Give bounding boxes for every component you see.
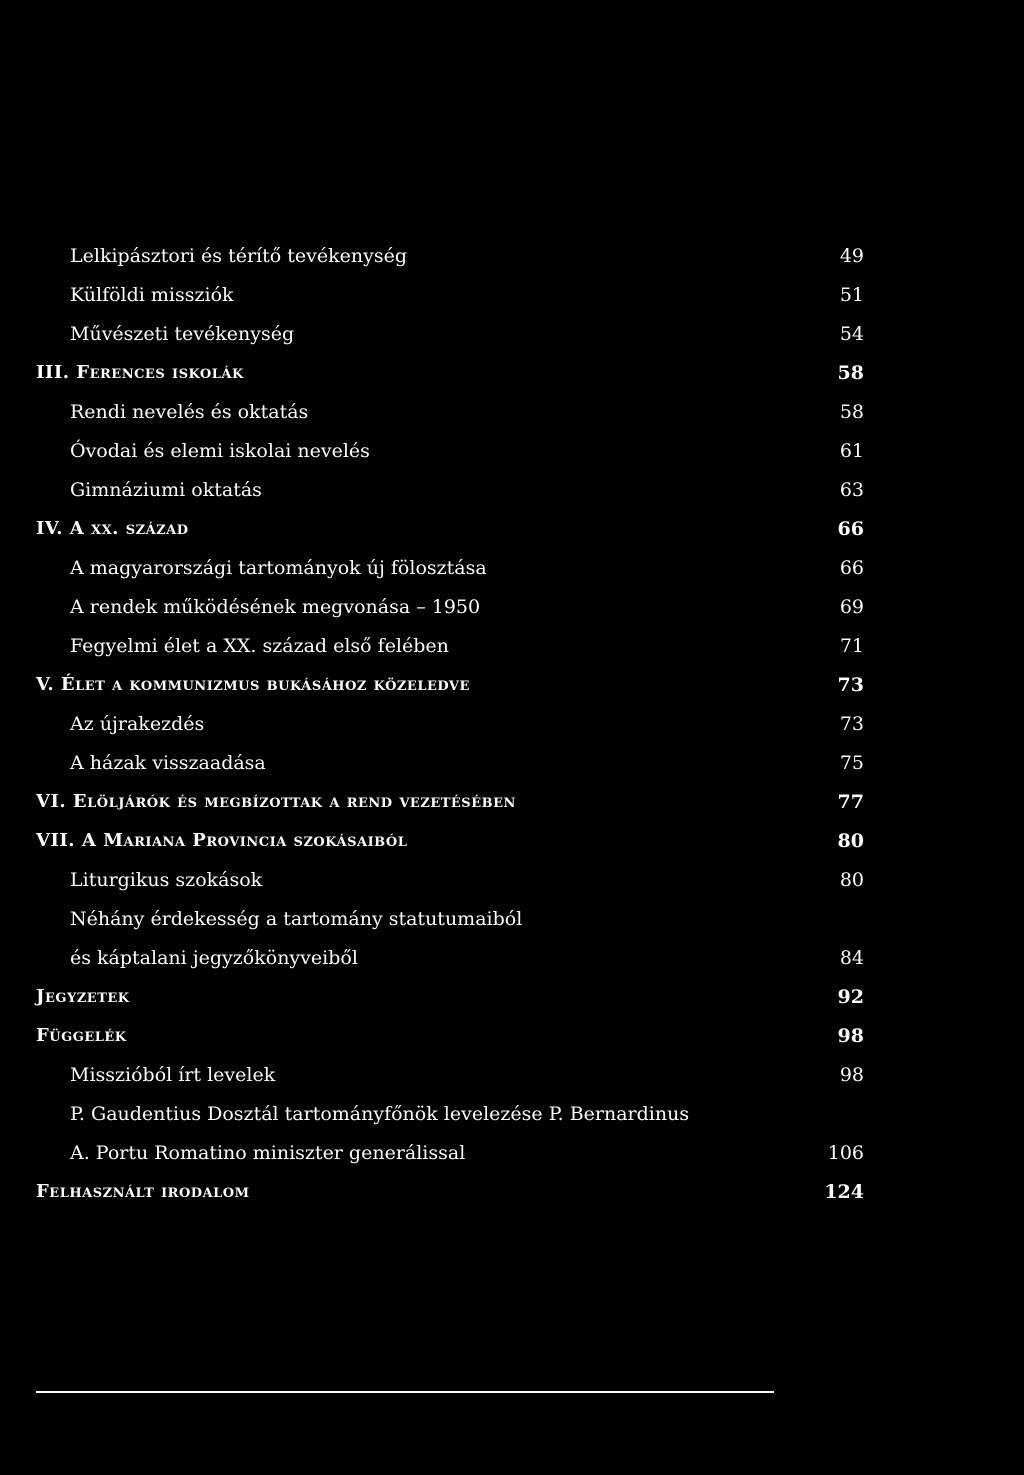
toc-entry bbox=[0, 1063, 1024, 1093]
toc-entry-page: 73 bbox=[839, 713, 864, 735]
toc-entry-page: 84 bbox=[839, 947, 864, 969]
toc-entry-title: Külföldi missziók bbox=[70, 284, 234, 306]
toc-entry-title: A házak visszaadása bbox=[70, 752, 266, 774]
toc-entry-title: Lelkipásztori és térítő tevékenység bbox=[70, 245, 407, 267]
toc-entry-title: Néhány érdekesség a tartomány statutumaiból bbox=[70, 908, 523, 930]
toc-entry bbox=[0, 634, 1024, 664]
toc-entry bbox=[0, 1102, 1024, 1132]
toc-entry-title: Az újrakezdés bbox=[70, 713, 205, 735]
toc-entry-title: A. Portu Romatino miniszter generálissal bbox=[70, 1142, 466, 1164]
toc-entry-title: Liturgikus szokások bbox=[70, 869, 263, 891]
toc-entry bbox=[0, 595, 1024, 625]
toc-entry-page: 69 bbox=[839, 596, 864, 618]
toc-chapter bbox=[0, 790, 1024, 820]
toc-chapter-page: 92 bbox=[837, 986, 864, 1008]
toc-chapter-page: 58 bbox=[837, 362, 864, 384]
toc-entry bbox=[0, 1141, 1024, 1171]
toc-entry-page: 49 bbox=[839, 245, 864, 267]
footer-rule bbox=[36, 1391, 774, 1393]
toc-chapter-page: 124 bbox=[824, 1181, 864, 1203]
toc-entry-page: 63 bbox=[839, 479, 864, 501]
toc-chapter-title: VI. Elöljárók és megbízottak a rend vezetésében bbox=[36, 791, 516, 812]
toc-entry-page: 54 bbox=[839, 323, 864, 345]
toc-entry-page: 61 bbox=[839, 440, 864, 462]
toc-chapter bbox=[0, 673, 1024, 703]
toc-chapter-page: 80 bbox=[837, 830, 864, 852]
toc-chapter bbox=[0, 1180, 1024, 1210]
toc-entry-page: 71 bbox=[839, 635, 864, 657]
toc-entry-page: 66 bbox=[839, 557, 864, 579]
toc-chapter-page: 73 bbox=[837, 674, 864, 696]
toc-entry bbox=[0, 946, 1024, 976]
toc-entry-title: Rendi nevelés és oktatás bbox=[70, 401, 309, 423]
toc-chapter bbox=[0, 361, 1024, 391]
toc-chapter-title: Függelék bbox=[36, 1025, 127, 1046]
toc-entry bbox=[0, 907, 1024, 937]
toc-chapter bbox=[0, 517, 1024, 547]
toc-entry-page: 58 bbox=[839, 401, 864, 423]
toc-entry bbox=[0, 322, 1024, 352]
toc-entry bbox=[0, 556, 1024, 586]
toc-entry-page: 51 bbox=[839, 284, 864, 306]
toc-entry-page: 98 bbox=[839, 1064, 864, 1086]
toc-chapter bbox=[0, 985, 1024, 1015]
toc-entry-title: Óvodai és elemi iskolai nevelés bbox=[70, 440, 370, 462]
toc-entry-title: Művészeti tevékenység bbox=[70, 323, 295, 345]
toc-chapter-title: Felhasznált irodalom bbox=[36, 1181, 250, 1202]
toc-chapter-title: Jegyzetek bbox=[36, 986, 130, 1007]
toc-chapter-title: V. Élet a kommunizmus bukásához közeledve bbox=[36, 674, 470, 695]
toc-entry bbox=[0, 283, 1024, 313]
toc-entry-title: Gimnáziumi oktatás bbox=[70, 479, 262, 501]
toc-entry-title: P. Gaudentius Dosztál tartományfőnök levelezése P. Bernardinus bbox=[70, 1103, 690, 1125]
toc-entry bbox=[0, 712, 1024, 742]
toc-chapter-page: 66 bbox=[837, 518, 864, 540]
toc-entry-title: Misszióból írt levelek bbox=[70, 1064, 276, 1086]
toc-entry-page: 75 bbox=[839, 752, 864, 774]
toc-entry-title: A magyarországi tartományok új fölosztása bbox=[70, 557, 487, 579]
toc-entry-title: és káptalani jegyzőkönyveiből bbox=[70, 947, 358, 969]
toc-entry bbox=[0, 751, 1024, 781]
toc-entry-page: 80 bbox=[839, 869, 864, 891]
toc-chapter-page: 77 bbox=[837, 791, 864, 813]
toc-entry bbox=[0, 478, 1024, 508]
toc-chapter-page: 98 bbox=[837, 1025, 864, 1047]
toc-entry-title: A rendek működésének megvonása – 1950 bbox=[70, 596, 481, 618]
toc-chapter bbox=[0, 1024, 1024, 1054]
toc-entry bbox=[0, 868, 1024, 898]
toc-entry bbox=[0, 400, 1024, 430]
toc-chapter bbox=[0, 829, 1024, 859]
toc-chapter-title: III. Ferences iskolák bbox=[36, 362, 244, 383]
toc-entry bbox=[0, 244, 1024, 274]
toc-entry bbox=[0, 439, 1024, 469]
toc-chapter-title: VII. A Mariana Provincia szokásaiból bbox=[36, 830, 408, 851]
toc-entry-title: Fegyelmi élet a XX. század első felében bbox=[70, 635, 449, 657]
toc-entry-page: 106 bbox=[827, 1142, 864, 1164]
toc-chapter-title: IV. A xx. század bbox=[36, 518, 189, 539]
